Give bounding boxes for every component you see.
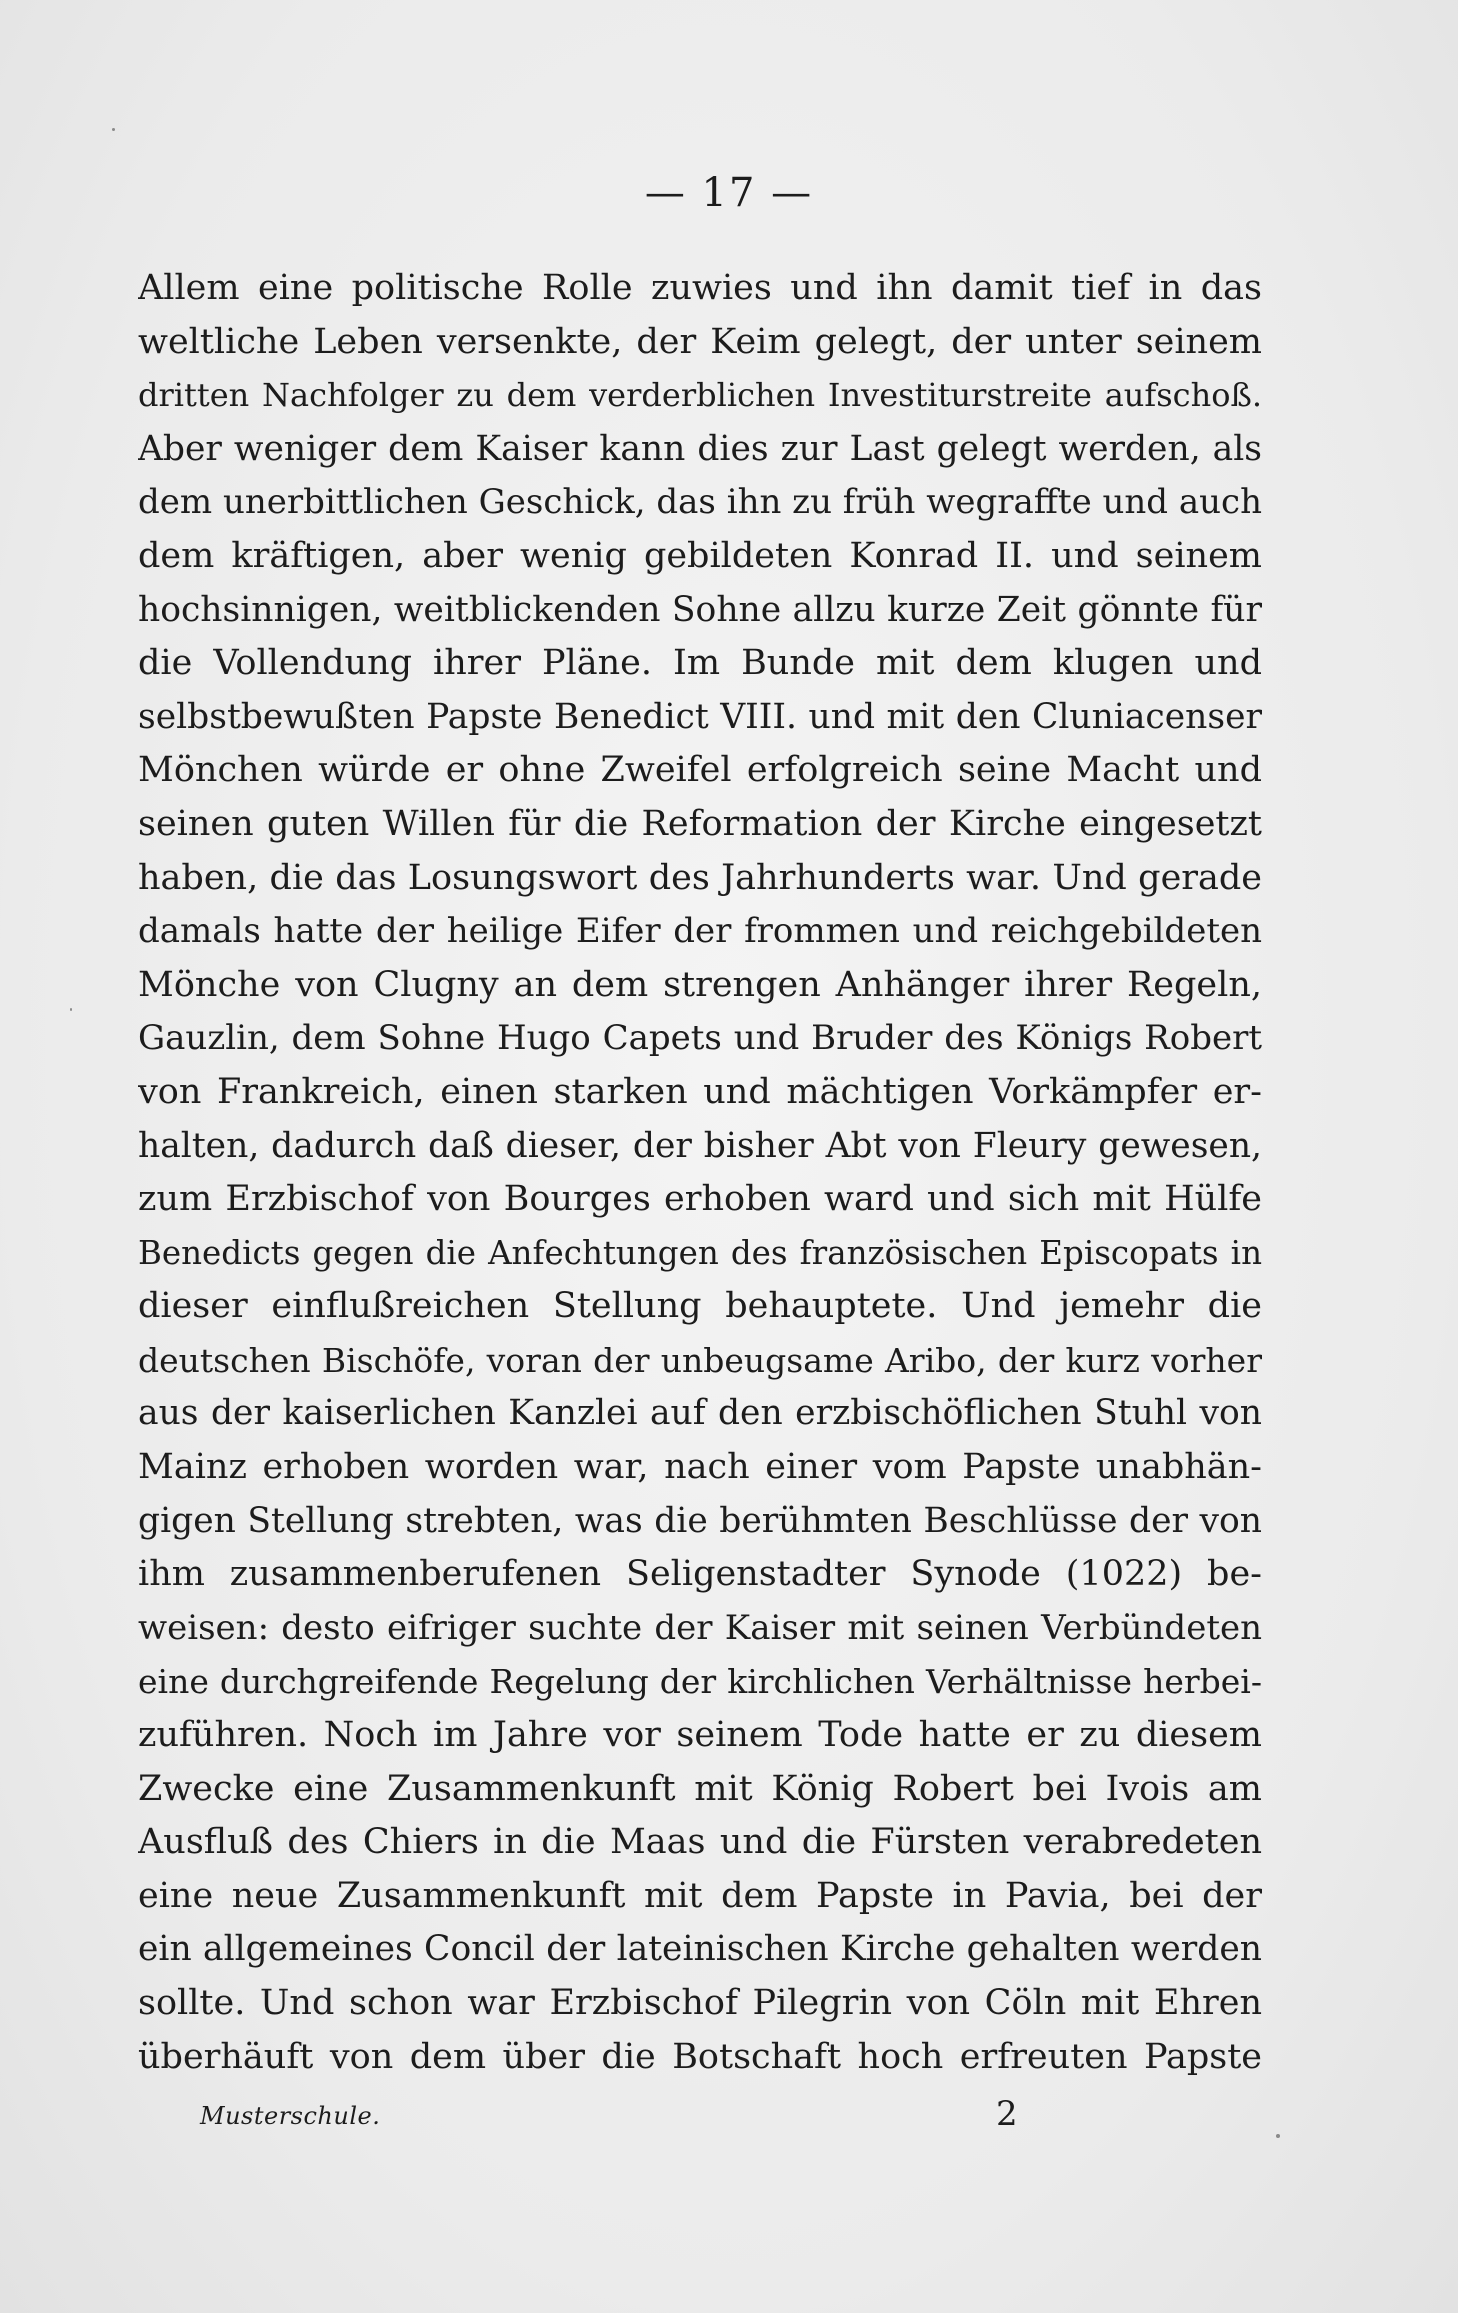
text-line: dem unerbittlichen Geschick, das ihn zu früh wegraffte und auch — [138, 482, 1262, 523]
text-line: weltliche Leben versenkte, der Keim gelegt, der unter seinem — [138, 321, 1262, 362]
text-line: damals hatte der heilige Eifer der frommen und reichgebildeten — [138, 911, 1262, 952]
text-line: hochsinnigen, weitblickenden Sohne allzu kurze Zeit gönnte für — [138, 589, 1262, 630]
text-line: Benedicts gegen die Anfechtungen des französischen Episcopats in — [138, 1233, 1262, 1272]
text-line: Ausfluß des Chiers in die Maas und die Fürsten verabredeten — [138, 1822, 1262, 1863]
text-line: Allem eine politische Rolle zuwies und ihn damit tief in das — [138, 268, 1262, 308]
text-line: dem kräftigen, aber wenig gebildeten Konrad II. und seinem — [138, 535, 1262, 576]
text-line: Mönche von Clugny an dem strengen Anhänger ihrer Regeln, — [138, 964, 1262, 1005]
text-line: sollte. Und schon war Erzbischof Pilegrin von Cöln mit Ehren — [138, 1983, 1262, 2023]
text-line: Mönchen würde er ohne Zweifel erfolgreich seine Macht und — [138, 750, 1262, 791]
body-text — [138, 262, 1262, 2084]
text-line: ein allgemeines Concil der lateinischen Kirche gehalten werden — [138, 1929, 1262, 1970]
text-line: gigen Stellung strebten, was die berühmten Beschlüsse der von — [138, 1500, 1262, 1541]
text-line: Mainz erhoben worden war, nach einer vom Papste unabhän- — [138, 1447, 1262, 1488]
text-line: ihm zusammenberufenen Seligenstadter Synode (1022) be- — [138, 1554, 1262, 1595]
text-line: aus der kaiserlichen Kanzlei auf den erzbischöflichen Stuhl von — [138, 1393, 1262, 1434]
text-line: eine durchgreifende Regelung der kirchlichen Verhältnisse herbei- — [138, 1662, 1262, 1702]
text-line: dieser einflußreichen Stellung behauptete. Und jemehr die — [138, 1286, 1262, 1327]
text-line: überhäuft von dem über die Botschaft hoch erfreuten Papste — [138, 2036, 1262, 2077]
text-line: halten, dadurch daß dieser, der bisher Abt von Fleury gewesen, — [138, 1125, 1262, 1166]
text-line: eine neue Zusammenkunft mit dem Papste in Pavia, bei der — [138, 1875, 1262, 1916]
text-line: zuführen. Noch im Jahre vor seinem Tode hatte er zu diesem — [138, 1715, 1262, 1756]
text-line: von Frankreich, einen starken und mächtigen Vorkämpfer er- — [138, 1071, 1262, 1112]
paper-speck — [1276, 2134, 1280, 2138]
page-number: — 17 — — [644, 170, 814, 216]
sheet-number: 2 — [996, 2094, 1018, 2134]
text-line: Gauzlin, dem Sohne Hugo Capets und Bruder des Königs Robert — [138, 1018, 1262, 1059]
text-line: seinen guten Willen für die Reformation der Kirche eingesetzt — [138, 803, 1262, 844]
text-line: die Vollendung ihrer Pläne. Im Bunde mit dem klugen und — [138, 643, 1262, 684]
printer-signature: Musterschule. — [200, 2102, 381, 2130]
paper-speck — [70, 1008, 72, 1011]
text-line: weisen: desto eifriger suchte der Kaiser mit seinen Verbündeten — [138, 1607, 1262, 1648]
text-line: dritten Nachfolger zu dem verderblichen Investiturstreite aufschoß. — [138, 376, 1262, 415]
text-line: selbstbewußten Papste Benedict VIII. und mit den Cluniacenser — [138, 696, 1262, 737]
paper-speck — [112, 128, 115, 131]
text-line: Zwecke eine Zusammenkunft mit König Robert bei Ivois am — [138, 1768, 1262, 1809]
text-line: zum Erzbischof von Bourges erhoben ward und sich mit Hülfe — [138, 1179, 1262, 1220]
text-line: Aber weniger dem Kaiser kann dies zur Last gelegt werden, als — [138, 428, 1262, 469]
text-line: deutschen Bischöfe, voran der unbeugsame Aribo, der kurz vorher — [138, 1340, 1262, 1380]
text-line: haben, die das Losungswort des Jahrhunderts war. Und gerade — [138, 857, 1262, 898]
